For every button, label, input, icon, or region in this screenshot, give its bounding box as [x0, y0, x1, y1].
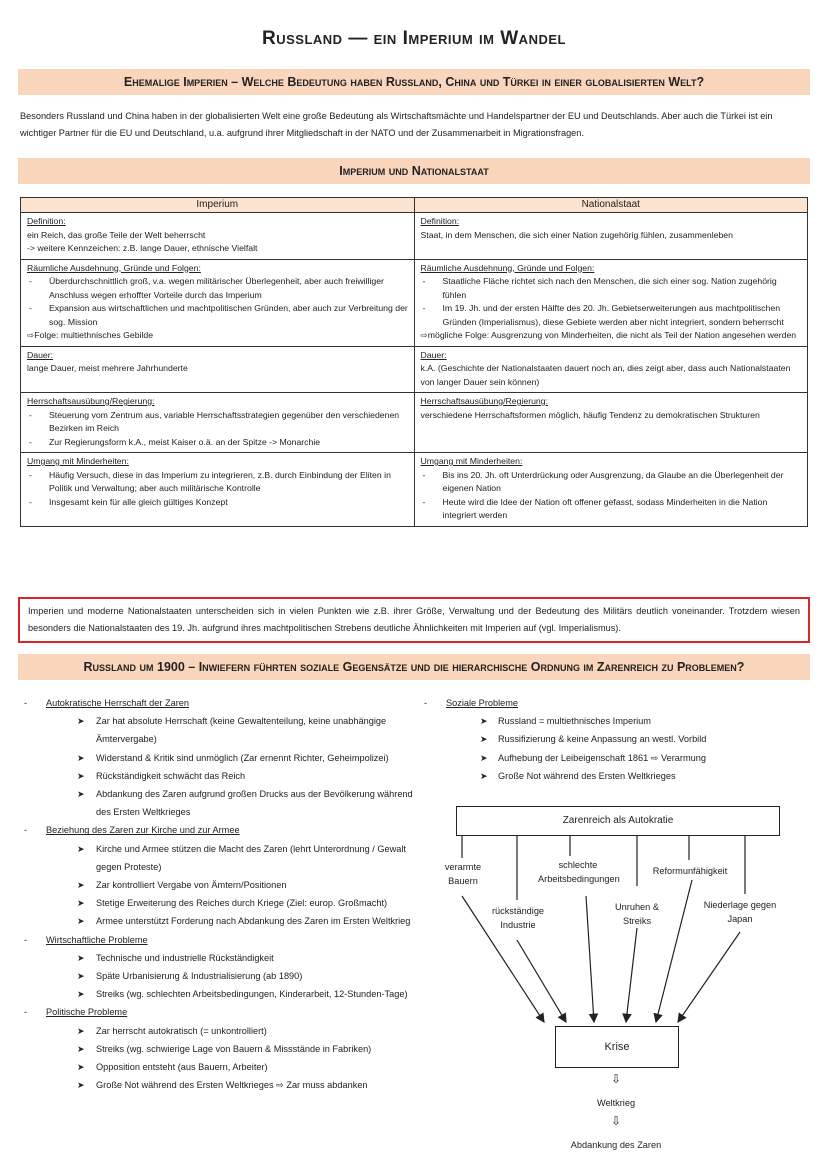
list-item: - Bis ins 20. Jh. oft Unterdrückung oder Ausgrenzung, da Glaube an die Überlegenheit der eigenen Nation — [421, 469, 803, 496]
cell-text: -> weitere Kennzeichen: z.B. lange Dauer, ethnische Vielfalt — [27, 243, 258, 253]
row-label: Räumliche Ausdehnung, Gründe und Folgen: — [27, 262, 201, 273]
list-item: ➤ Russifizierung & keine Anpassung an westl. Vorbild — [420, 730, 810, 748]
cause-label: Unruhen & Streiks — [615, 902, 659, 926]
row-label: Räumliche Ausdehnung, Gründe und Folgen: — [420, 262, 595, 273]
down-arrow-icon: ⇩ — [610, 1114, 622, 1128]
cell-text: Staat, in dem Menschen, die sich einer Nation zugehörig fühlen, zusammenleben — [420, 229, 733, 240]
right-column — [420, 694, 810, 785]
summary-box: Imperien und moderne Nationalstaaten unterscheiden sich in vielen Punkten wie z.B. ihrer Größe, Verwaltung und der Bedeutung des Militärs deutlich voneinander. Trotzdem wiesen besonders die Nationalstaaten des 19. Jh. aufgrund ihres machtpolitischen Strebens deutliche Ähnlichkeiten mit Imperien auf (vgl. Imperialismus). — [18, 597, 810, 643]
section-heading: - Soziale Probleme — [420, 694, 810, 712]
list-item: - Im 19. Jh. und der ersten Hälfte des 20. Jh. Gebietserweiterungen aus machtpolitischen Gründen (Imperialismus), diese Gebiete werden aber nicht integriert, sondern beherrscht — [421, 302, 803, 329]
left-column — [20, 694, 420, 1094]
cell-text: lange Dauer, meist mehrere Jahrhunderte — [27, 363, 188, 373]
list-item: - Heute wird die Idee der Nation oft offener gefasst, sodass Minderheiten in die Nation integriert werden — [421, 496, 803, 523]
row-label: Definition: — [27, 216, 66, 226]
cell-text: verschiedene Herrschaftsformen möglich, häufig Tendenz zu demokratischen Strukturen — [420, 409, 760, 420]
list-item: ➤ Zar hat absolute Herrschaft (keine Gewaltenteilung, keine unabhängige Ämtervergabe) — [20, 712, 420, 748]
crisis-diagram — [440, 800, 820, 1160]
list-item: - Expansion aus wirtschaftlichen und machtpolitischen Gründen, aber auch zur Verbreitung der sog. Mission — [27, 302, 409, 329]
list-item: ➤ Opposition entsteht (aus Bauern, Arbeiter) — [20, 1058, 420, 1076]
intro-paragraph: Besonders Russland und China haben in der globalisierten Welt eine große Bedeutung als Wirtschaftsmächte und Handelspartner der EU und Deutschlands. Aber auch die Türkei ist ein wichtiger Partner für die EU und Deutschland, u.a. aufgrund ihrer Mitgliedschaft in der NATO und der Zusammenarbeit in Migrationsfragen. — [20, 111, 773, 138]
table-row — [21, 393, 808, 453]
table-cell — [414, 453, 808, 527]
section-heading: - Autokratische Herrschaft der Zaren — [20, 694, 420, 712]
table-row — [21, 346, 808, 393]
row-label: Dauer: — [420, 349, 447, 360]
section-band-imperien: Ehemalige Imperien – Welche Bedeutung haben Russland, China und Türkei in einer globalisierten Welt? — [18, 69, 810, 95]
list-item: - Steuerung vom Zentrum aus, variable Herrschaftsstrategien gegenüber den verschiedenen Bezirken im Reich — [27, 409, 409, 436]
arrow-niederlage-japan — [678, 932, 740, 1022]
table-row — [21, 213, 808, 260]
list-item: ➤ Widerstand & Kritik sind unmöglich (Zar ernennt Richter, Geheimpolizei) — [20, 749, 420, 767]
list-item: ➤ Zar herrscht autokratisch (= unkontrolliert) — [20, 1022, 420, 1040]
list-item: ➤ Zar kontrolliert Vergabe von Ämtern/Positionen — [20, 876, 420, 894]
row-label: Definition: — [420, 216, 460, 226]
list-item: ➤ Späte Urbanisierung & Industrialisierung (ab 1890) — [20, 967, 420, 985]
down-arrow-icon: ⇩ — [610, 1072, 622, 1086]
table-cell — [21, 346, 415, 393]
column-header-nationalstaat: Nationalstaat — [414, 198, 808, 213]
arrow-unruhen-streiks — [626, 928, 637, 1022]
column-header-imperium: Imperium — [21, 198, 415, 213]
list-item: ➤ Rückständigkeit schwächt das Reich — [20, 767, 420, 785]
list-item: ➤ Armee unterstützt Forderung nach Abdankung des Zaren im Ersten Weltkrieg — [20, 912, 420, 930]
table-cell — [414, 213, 808, 260]
section-heading: - Politische Probleme — [20, 1003, 420, 1021]
cause-label: Niederlage gegen Japan — [703, 900, 777, 924]
row-label: Herrschaftsausübung/Regierung: — [27, 396, 155, 406]
arrow-rueckstaendige-industrie — [517, 940, 566, 1022]
list-item: - Zur Regierungsform k.A., meist Kaiser o.ä. an der Spitze -> Monarchie — [27, 436, 409, 450]
list-item: - Staatliche Fläche richtet sich nach den Menschen, die sich einer sog. Nation zugehörig fühlen — [421, 275, 803, 302]
crisis-box: Krise — [555, 1026, 679, 1068]
list-item: ➤ Kirche und Armee stützen die Macht des Zaren (lehrt Unterordnung / Gewalt gegen Proteste) — [20, 840, 420, 876]
table-row — [21, 259, 808, 346]
cause-label: Reformunfähigkeit — [652, 866, 728, 876]
list-item: - Überdurchschnittlich groß, v.a. wegen militärischer Überlegenheit, aber auch freiwilliger Anschluss wegen erhoffter Vorteile durch das Imperium — [27, 275, 409, 302]
cell-text: ein Reich, das große Teile der Welt beherrscht — [27, 229, 206, 240]
table-row — [21, 453, 808, 527]
row-label: Herrschaftsausübung/Regierung: — [420, 396, 548, 406]
table-cell — [21, 259, 415, 346]
table-cell — [21, 393, 415, 453]
arrow-arbeitsbedingungen — [586, 896, 594, 1022]
cause-label: verarmte Bauern — [444, 862, 482, 886]
cause-label: schlechte Arbeitsbedingungen — [538, 860, 620, 884]
table-cell — [414, 393, 808, 453]
section-heading: - Beziehung des Zaren zur Kirche und zur Armee — [20, 821, 420, 839]
row-label: Umgang mit Minderheiten: — [27, 456, 129, 466]
cause-label: rückständige Industrie — [491, 906, 545, 930]
list-item: ➤ Aufhebung der Leibeigenschaft 1861 ⇨ Verarmung — [420, 749, 810, 767]
list-item: - Häufig Versuch, diese in das Imperium zu integrieren, z.B. durch Einbindung der Eliten in Politik und Verwaltung; aber auch militärische Kontrolle — [27, 469, 409, 496]
page-title: Russland — ein Imperium im Wandel — [262, 28, 566, 49]
autocracy-box: Zarenreich als Autokratie — [456, 806, 780, 836]
cell-text: ⇨ mögliche Folge: Ausgrenzung von Minderheiten, die nicht als Teil der Nation angesehen werden — [421, 329, 803, 343]
list-item: - Insgesamt kein für alle gleich gültiges Konzept — [27, 496, 409, 510]
row-label: Dauer: — [27, 349, 54, 360]
weltkrieg-label: Weltkrieg — [596, 1098, 636, 1108]
list-item: ➤ Große Not während des Ersten Weltkrieges — [420, 767, 810, 785]
list-item: ➤ Große Not während des Ersten Weltkrieges ⇨ Zar muss abdanken — [20, 1076, 420, 1094]
list-item: ➤ Streiks (wg. schlechten Arbeitsbedingungen, Kinderarbeit, 12-Stunden-Tage) — [20, 985, 420, 1003]
table-cell — [414, 259, 808, 346]
comparison-table — [20, 197, 808, 527]
list-item: ➤ Stetige Erweiterung des Reiches durch Kriege (Ziel: europ. Großmacht) — [20, 894, 420, 912]
list-item: ➤ Russland = multiethnisches Imperium — [420, 712, 810, 730]
list-item: ➤ Technische und industrielle Rückständigkeit — [20, 949, 420, 967]
table-cell — [21, 453, 415, 527]
list-item: ➤ Abdankung des Zaren aufgrund großen Drucks aus der Bevölkerung während des Ersten Weltkrieges — [20, 785, 420, 821]
section-band-imperium-nationalstaat: Imperium und Nationalstaat — [18, 158, 810, 184]
row-label: Umgang mit Minderheiten: — [420, 456, 523, 466]
cell-text: ⇨ Folge: multiethnisches Gebilde — [27, 329, 409, 343]
abdankung-label: Abdankung des Zaren — [570, 1140, 662, 1150]
table-cell — [414, 346, 808, 393]
section-heading: - Wirtschaftliche Probleme — [20, 931, 420, 949]
section-band-russland-1900: Russland um 1900 – Inwiefern führten soziale Gegensätze und die hierarchische Ordnung im Zarenreich zu Problemen? — [18, 654, 810, 680]
cell-text: k.A. (Geschichte der Nationalstaaten dauert noch an, dies zeigt aber, dass auch Nationalstaaten von langer Dauer sein können) — [420, 363, 791, 387]
table-cell — [21, 213, 415, 260]
list-item: ➤ Streiks (wg. schwierige Lage von Bauern & Missstände in Fabriken) — [20, 1040, 420, 1058]
